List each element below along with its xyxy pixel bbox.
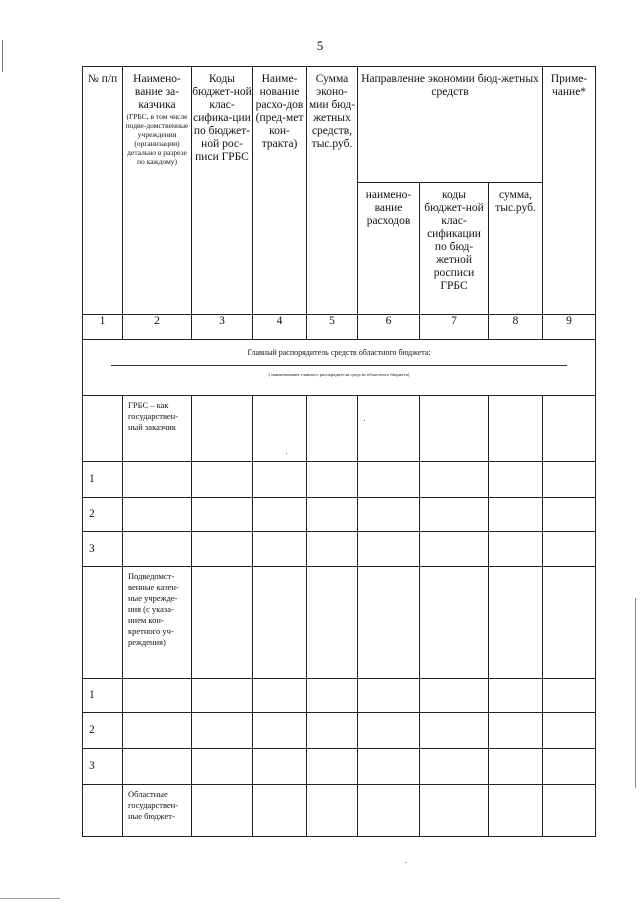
table-row: [83, 713, 596, 749]
column-number: 5: [307, 315, 358, 340]
grbs-section-title: Главный распорядитель средств областного бюджета:: [247, 348, 431, 357]
row-number: 2: [83, 713, 123, 749]
header-sub-name: наимено-вание расходов: [358, 183, 420, 315]
economy-table: [82, 66, 596, 837]
table-row: [83, 749, 596, 785]
margin-mark: [0, 898, 60, 899]
table-row: [83, 785, 596, 837]
column-number: 9: [543, 315, 596, 340]
table-row: [83, 396, 596, 462]
grbs-section-header: [83, 340, 596, 396]
header-note: Приме-чание*: [543, 67, 596, 315]
fill-in-line: [111, 365, 567, 366]
header-sub-codes: коды бюджет-ной клас-сификации по бюд-жетной росписи ГРБС: [420, 183, 489, 315]
speck: [405, 862, 406, 863]
header-codes: Коды бюджет-ной клас-сифика-ции по бюджет-ной рос-писи ГРБС: [192, 67, 253, 315]
column-number: 6: [358, 315, 420, 340]
column-number: 4: [253, 315, 307, 340]
header-customer: Наимено-вание за-казчика (ГРБС, в том числе подве-домственные учреждения (организации) детально в разрезе по каждому): [123, 67, 192, 315]
block-label: Подведомст-венные казен-ные учрежде-ния (с указа-нием кон-кретного уч-реждения): [123, 567, 192, 679]
column-number: 3: [192, 315, 253, 340]
table-row: [83, 567, 596, 679]
column-number: 7: [420, 315, 489, 340]
header-sub-sum: сумма, тыс.руб.: [489, 183, 543, 315]
header-item: Наиме-нование расхо-дов (пред-мет кон-тракта): [253, 67, 307, 315]
header-customer-note: (ГРБС, в том числе подве-домственные учреждения (организации) детально в разрезе по каждому): [125, 112, 189, 166]
table-row: [83, 679, 596, 713]
header-direction: Направление экономии бюд-жетных средств: [358, 67, 543, 183]
block-label: ГРБС – как государствен-ный заказчик: [123, 396, 192, 462]
block-label: Областные государствен-ные бюджет-: [123, 785, 192, 837]
margin-mark: [635, 598, 636, 788]
table-row: [83, 532, 596, 567]
row-number: 3: [83, 749, 123, 785]
row-number: 1: [83, 679, 123, 713]
page-number: 5: [316, 38, 324, 53]
table-row: [83, 462, 596, 498]
table-row: [83, 498, 596, 532]
column-number: 1: [83, 315, 123, 340]
row-number: 1: [83, 462, 123, 498]
margin-mark: [2, 40, 3, 72]
row-number: 3: [83, 532, 123, 567]
row-number: 2: [83, 498, 123, 532]
header-sum: Сумма эконо-мии бюд-жетных средств, тыс.руб.: [307, 67, 358, 315]
grbs-section-subtitle: ( наименование главного распорядителя средств областного бюджета): [268, 372, 410, 377]
column-number: 2: [123, 315, 192, 340]
header-num: № п/п: [83, 67, 123, 315]
column-number: 8: [489, 315, 543, 340]
